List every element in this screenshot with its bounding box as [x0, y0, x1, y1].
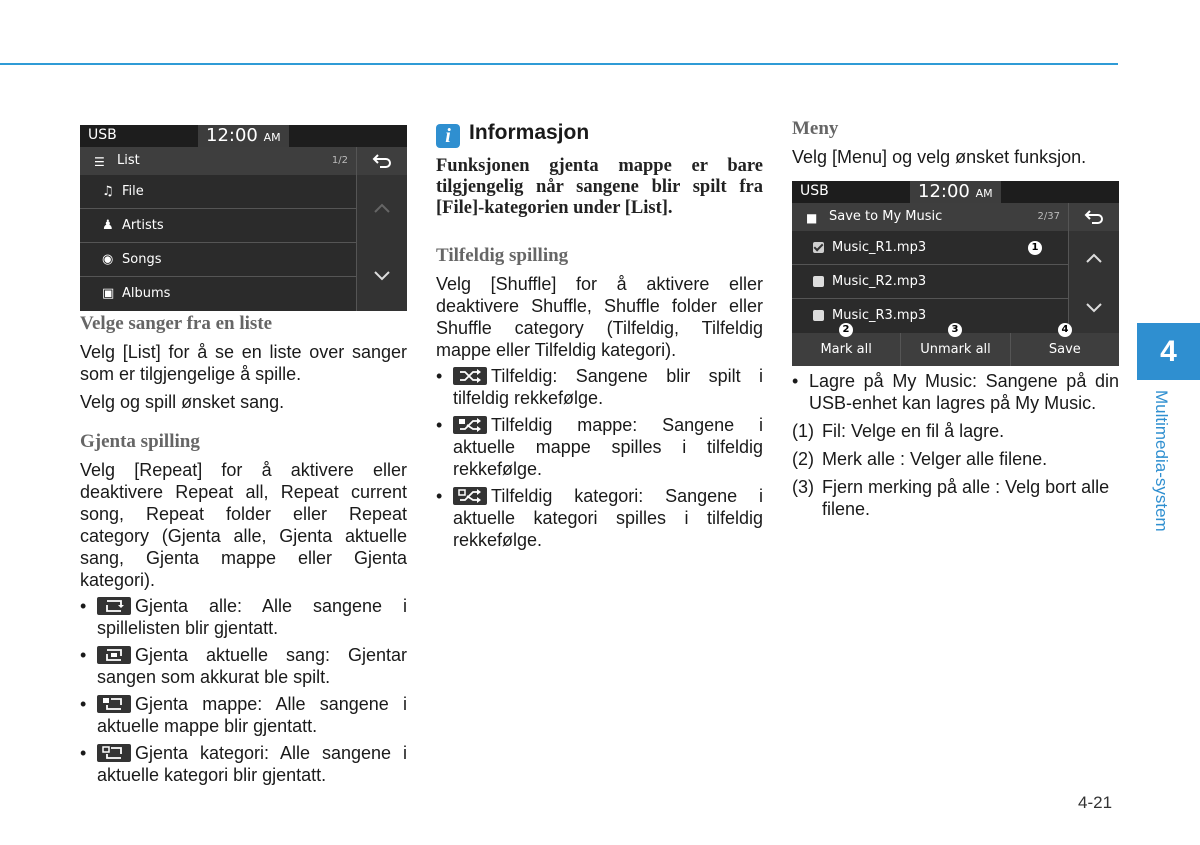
save-header-label: Save to My Music	[829, 209, 943, 224]
info-icon: i	[436, 124, 460, 148]
callout-3: 3	[948, 323, 962, 337]
list-item-label: File	[122, 184, 144, 199]
repeat-category-icon	[97, 744, 131, 762]
shuffle-icon	[453, 367, 487, 385]
file-row[interactable]	[792, 299, 1068, 332]
callout-1: 1	[1028, 241, 1042, 255]
action-bar	[792, 333, 1119, 366]
scroll-up-icon[interactable]	[374, 203, 390, 213]
back-arrow-icon	[1084, 210, 1104, 224]
file-row[interactable]	[792, 231, 1068, 265]
repeat-all-icon	[97, 597, 131, 615]
list-item: • Tilfeldig mappe: Sangene i aktuelle mappe spilles i tilfeldig rekkefølge.	[436, 414, 763, 480]
section-heading: Meny	[792, 118, 839, 139]
scroll-column	[1068, 231, 1119, 333]
paragraph: Velg [Shuffle] for å aktivere eller deaktivere Shuffle, Shuffle folder eller Shuffle category (Tilfeldig, Tilfeldig mappe eller Tilfeldig kategori).	[436, 274, 763, 360]
scroll-down-icon[interactable]	[1086, 303, 1102, 313]
callout-4: 4	[1058, 323, 1072, 337]
page-number: 4-21	[1078, 793, 1113, 812]
save-header	[792, 203, 1068, 231]
repeat-folder-icon	[97, 695, 131, 713]
list-item-file[interactable]	[80, 175, 356, 209]
numbered-item: (3) Fjern merking på alle : Velg bort alle filene.	[792, 477, 1110, 519]
list-item: • Gjenta mappe: Alle sangene i aktuelle mappe blir gjentatt.	[80, 693, 407, 737]
repeat-one-icon	[97, 646, 131, 664]
page-count: 1/2	[331, 155, 348, 166]
scroll-column	[356, 175, 407, 311]
list-item-albums[interactable]	[80, 277, 356, 310]
checkbox-checked[interactable]	[813, 242, 824, 253]
list-item: • Lagre på My Music: Sangene på din USB-enhet kan lagres på My Music.	[792, 370, 1119, 414]
section-heading: Gjenta spilling	[80, 431, 200, 452]
checkbox[interactable]	[813, 310, 824, 321]
checkbox[interactable]	[813, 276, 824, 287]
column-right-top	[792, 118, 1119, 168]
scroll-down-icon[interactable]	[374, 271, 390, 281]
section-heading: Tilfeldig spilling	[436, 245, 569, 266]
file-label: Music_R2.mp3	[832, 274, 927, 289]
usb-list-screen	[80, 125, 407, 311]
mark-all-button[interactable]: Mark all	[792, 333, 901, 366]
source-label: USB	[800, 183, 829, 199]
list-item: • Gjenta alle: Alle sangene i spillelisten blir gjentatt.	[80, 595, 407, 639]
source-label: USB	[88, 127, 117, 143]
paragraph: Velg [Repeat] for å aktivere eller deaktivere Repeat all, Repeat current song, Repeat folder eller Repeat category (Gjenta alle, Gjenta aktuelle sang, Gjenta mappe eller Gjenta kategori).	[80, 460, 407, 590]
chapter-tab	[1137, 323, 1200, 380]
list-header-label: List	[117, 153, 140, 168]
file-label: Music_R3.mp3	[832, 308, 927, 323]
list-header	[80, 147, 356, 175]
list-item-artists[interactable]	[80, 209, 356, 243]
back-arrow-icon	[372, 154, 392, 168]
list-item: • Tilfeldig kategori: Sangene i aktuelle kategori spilles i tilfeldig rekkefølge.	[436, 485, 763, 551]
person-icon: ♟	[102, 218, 114, 233]
column-middle	[436, 122, 763, 551]
folder-icon: ■	[806, 211, 818, 225]
back-button[interactable]	[356, 147, 407, 175]
list-item-label: Songs	[122, 252, 162, 267]
list-icon: ☰	[94, 155, 105, 169]
status-bar	[80, 125, 407, 147]
column-left	[80, 313, 407, 786]
list-item-label: Artists	[122, 218, 164, 233]
paragraph: Velg og spill ønsket sang.	[80, 392, 285, 412]
paragraph: Velg [List] for å se en liste over sanger som er tilgjengelige å spille.	[80, 342, 407, 384]
paragraph: Velg [Menu] og velg ønsket funksjon.	[792, 147, 1087, 167]
chapter-title: Multimedia-system	[1152, 390, 1171, 532]
shuffle-category-icon	[453, 487, 487, 505]
list-item: • Gjenta aktuelle sang: Gjentar sangen som akkurat ble spilt.	[80, 644, 407, 688]
clock: 12:00 AM	[910, 181, 1001, 203]
list-item-label: Albums	[122, 286, 171, 301]
info-heading: i Informasjon	[436, 122, 763, 148]
shuffle-folder-icon	[453, 416, 487, 434]
status-bar	[792, 181, 1119, 203]
disc-icon: ◉	[102, 252, 114, 267]
section-heading: Velge sanger fra en liste	[80, 313, 273, 334]
file-row[interactable]	[792, 265, 1068, 299]
chapter-number: 4	[1160, 335, 1177, 368]
save-button[interactable]: Save	[1048, 342, 1081, 357]
page-count: 2/37	[1037, 211, 1060, 222]
info-text: Funksjonen gjenta mappe er bare tilgjengelig når sangene blir spilt fra [File]-kategorien under [List].	[436, 156, 763, 218]
numbered-item: (1) Fil: Velge en fil å lagre.	[792, 421, 1005, 441]
scroll-up-icon[interactable]	[1086, 253, 1102, 263]
clock: 12:00 AM	[198, 125, 289, 147]
unmark-all-button[interactable]: Unmark all	[901, 333, 1010, 366]
list-item-songs[interactable]	[80, 243, 356, 277]
back-button[interactable]	[1068, 203, 1119, 231]
list-item: • Tilfeldig: Sangene blir spilt i tilfeldig rekkefølge.	[436, 365, 763, 409]
callout-2: 2	[839, 323, 853, 337]
list-item: • Gjenta kategori: Alle sangene i aktuelle kategori blir gjentatt.	[80, 742, 407, 786]
save-to-my-music-screen	[792, 181, 1119, 366]
music-note-icon: ♫	[102, 184, 114, 199]
column-right-bottom	[792, 370, 1119, 520]
album-icon: ▣	[102, 286, 115, 301]
numbered-item: (2) Merk alle : Velger alle filene.	[792, 449, 1048, 469]
header-rule	[0, 63, 1118, 65]
file-label: Music_R1.mp3	[832, 240, 927, 255]
